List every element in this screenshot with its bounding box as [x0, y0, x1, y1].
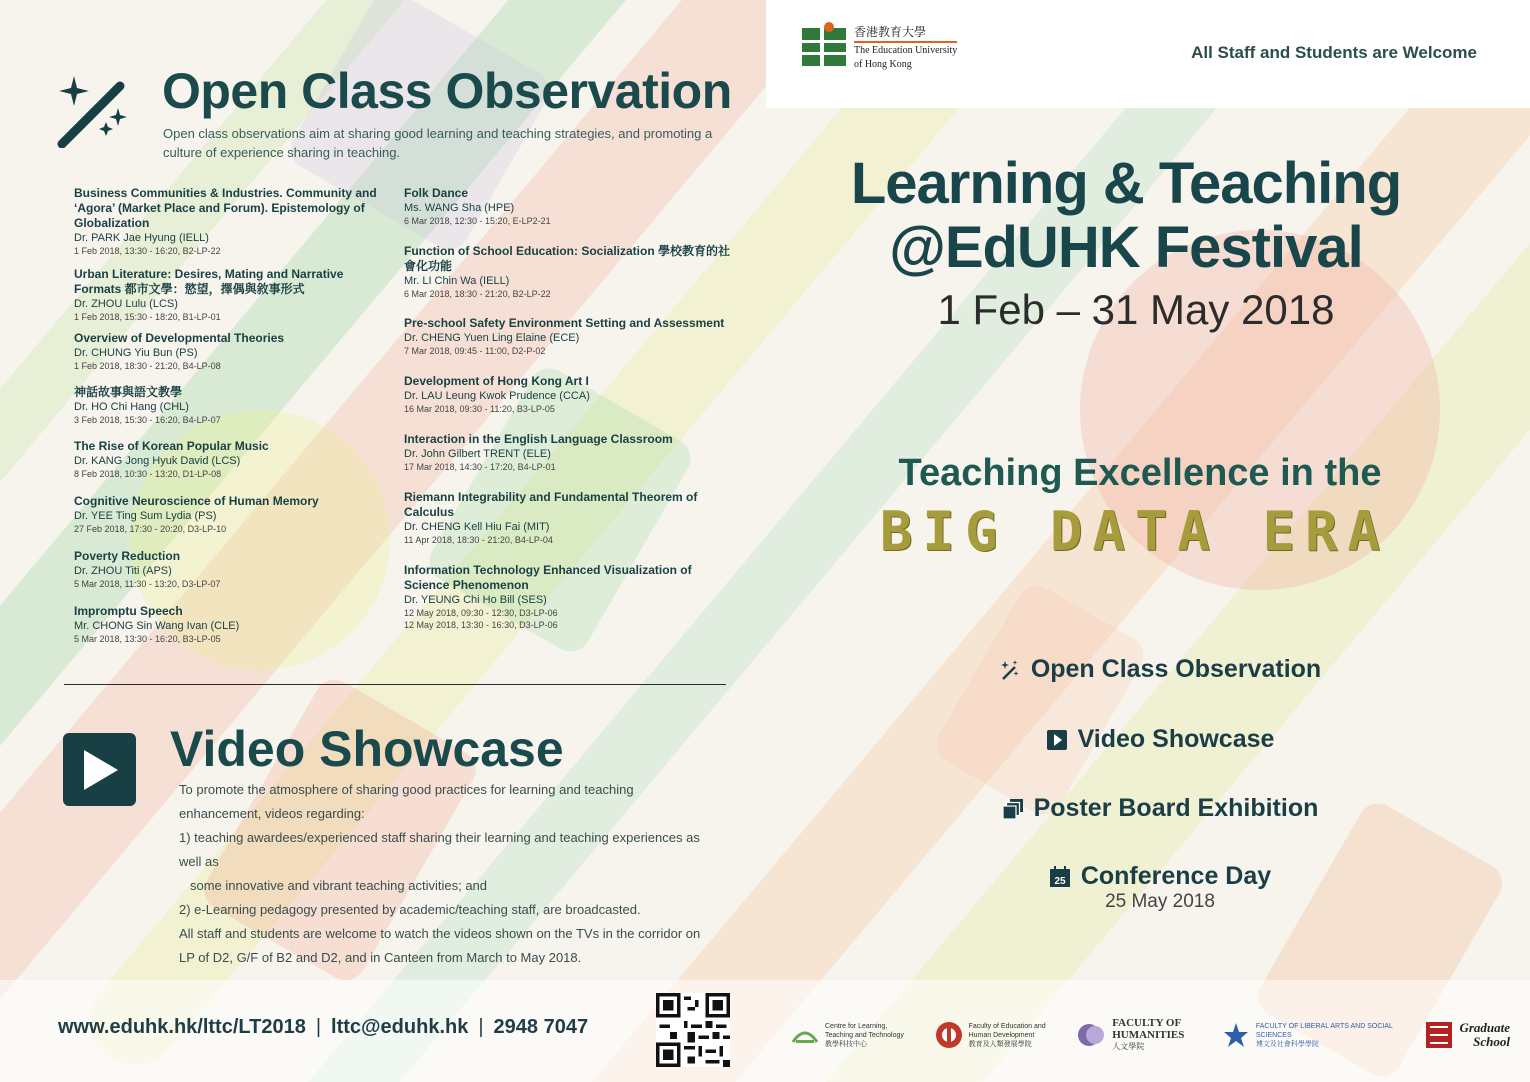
session-time: 27 Feb 2018, 17:30 - 20:20, D3-LP-10: [74, 524, 227, 534]
session-item[interactable]: [404, 374, 734, 415]
video-showcase-title: Video Showcase: [170, 721, 564, 777]
session-title: Interaction in the English Language Classroom: [404, 432, 673, 446]
session-item[interactable]: [74, 267, 394, 323]
session-time: 8 Feb 2018, 10:30 - 13:20, D1-LP-08: [74, 469, 222, 479]
session-person: Dr. YEE Ting Sum Lydia (PS): [74, 510, 217, 522]
session-time: 16 Mar 2018, 09:30 - 11:20, B3-LP-05: [404, 404, 555, 414]
session-title: 神話故事與語文教學: [74, 385, 183, 399]
eduhk-logo-mark: [802, 22, 846, 72]
logo-en-line2: of Hong Kong: [854, 59, 912, 70]
open-class-description: Open class observations aim at sharing good learning and teaching strategies, and promoting a culture of experience sharing in teaching.: [163, 126, 713, 160]
graduate-school-seal-icon: [1424, 1020, 1454, 1050]
session-person: Mr. LI Chin Wa (IELL): [404, 275, 510, 287]
video-desc-line: To promote the atmosphere of sharing good practices for learning and teaching enhancement, videos regarding:: [179, 782, 634, 821]
partner-sub: 人文學院: [1112, 1042, 1145, 1051]
theme-line2: BIG DATA ERA: [879, 500, 1391, 563]
session-item[interactable]: [74, 186, 394, 257]
session-title: Pre-school Safety Environment Setting and Assessment: [404, 316, 725, 330]
session-person: Dr. CHENG Yuen Ling Elaine (ECE): [404, 332, 580, 344]
session-time: 1 Feb 2018, 15:30 - 18:20, B1-LP-01: [74, 312, 221, 322]
open-class-title: Open Class Observation: [162, 63, 732, 119]
session-item[interactable]: [74, 331, 394, 372]
menu-item-poster-board[interactable]: [960, 794, 1360, 825]
session-title: Information Technology Enhanced Visualization of Science Phenomenon: [404, 563, 692, 592]
stacked-pages-icon: [1002, 798, 1024, 820]
theme-line1: Teaching Excellence in the: [898, 452, 1382, 494]
partner-lttc[interactable]: [790, 1020, 905, 1050]
session-list-right: [404, 186, 734, 631]
session-item[interactable]: [74, 549, 394, 590]
session-item[interactable]: [74, 385, 394, 426]
session-title: Folk Dance: [404, 186, 469, 200]
header: [766, 0, 1530, 108]
menu-item-label: Conference Day: [1080, 862, 1272, 890]
partner-name: Centre for Learning, Teaching and Technology: [825, 1022, 904, 1039]
session-list-left: [74, 186, 394, 645]
lttc-logo-icon: [790, 1020, 820, 1050]
video-desc-line: All staff and students are welcome to watch the videos shown on the TVs in the corridor on LP of D2, G/F of B2 and D2, and in Canteen from March to May 2018.: [179, 926, 701, 965]
contact-info: [58, 1016, 588, 1039]
logo-en-line1: The Education University: [854, 45, 958, 56]
menu-item-label: Poster Board Exhibition: [1033, 794, 1319, 822]
session-person: Dr. John Gilbert TRENT (ELE): [404, 448, 551, 460]
session-person: Dr. YEUNG Chi Ho Bill (SES): [404, 594, 547, 606]
session-title: The Rise of Korean Popular Music: [74, 439, 269, 453]
session-title: Overview of Developmental Theories: [74, 331, 285, 345]
partner-fehd[interactable]: [934, 1020, 1049, 1050]
partner-sub: 教學科技中心: [825, 1040, 867, 1048]
session-person: Dr. HO Chi Hang (CHL): [74, 401, 189, 413]
logo-cn: 香港教育大學: [854, 23, 957, 43]
session-item[interactable]: [74, 604, 394, 645]
session-time: 7 Mar 2018, 09:45 - 11:00, D2-P-02: [404, 346, 546, 356]
session-item[interactable]: [404, 490, 734, 546]
menu-item-conference-day[interactable]: [960, 862, 1360, 913]
phone-number: 2948 7047: [493, 1016, 589, 1038]
session-title: Cognitive Neuroscience of Human Memory: [74, 494, 319, 508]
session-title: Riemann Integrability and Fundamental Theorem of Calculus: [404, 490, 698, 519]
partner-name: FACULTY OF LIBERAL ARTS AND SOCIAL SCIENCES: [1255, 1022, 1393, 1039]
session-person: Dr. CHENG Kell Hiu Fai (MIT): [404, 521, 550, 533]
menu-item-label: Video Showcase: [1077, 725, 1275, 753]
session-person: Dr. LAU Leung Kwok Prudence (CCA): [404, 390, 590, 402]
flass-logo-icon: [1221, 1020, 1251, 1050]
session-time: 3 Feb 2018, 15:30 - 16:20, B4-LP-07: [74, 415, 221, 425]
partner-fhm[interactable]: [1077, 1017, 1192, 1053]
menu-item-label: Open Class Observation: [1030, 655, 1322, 683]
session-title: Function of School Education: Socialization 學校教育的社會化功能: [404, 244, 730, 273]
partner-name: Graduate: [1459, 1020, 1510, 1035]
separator: |: [478, 1016, 484, 1038]
festival-title-line2: @EdUHK Festival: [889, 215, 1363, 280]
session-item[interactable]: [74, 439, 394, 480]
fhm-logo-icon: [1077, 1020, 1107, 1050]
session-time: 1 Feb 2018, 13:30 - 16:20, B2-LP-22: [74, 246, 221, 256]
conference-date: 25 May 2018: [1105, 890, 1215, 912]
session-person: Dr. ZHOU Titi (APS): [74, 565, 172, 577]
video-desc-line: some innovative and vibrant teaching activities; and: [190, 878, 488, 893]
partner-name: FACULTY OF HUMANITIES: [1112, 1017, 1185, 1041]
session-item[interactable]: [404, 244, 734, 300]
session-person: Dr. ZHOU Lulu (LCS): [74, 298, 178, 310]
session-person: Mr. CHONG Sin Wang Ivan (CLE): [74, 620, 240, 632]
session-time: 5 Mar 2018, 13:30 - 16:20, B3-LP-05: [74, 634, 221, 644]
session-time: 12 May 2018, 09:30 - 12:30, D3-LP-06: [404, 608, 558, 618]
menu-item-open-class[interactable]: [960, 655, 1360, 686]
website-link[interactable]: www.eduhk.hk/lttc/LT2018: [58, 1016, 306, 1038]
session-title: Development of Hong Kong Art I: [404, 374, 589, 388]
session-title: Urban Literature: Desires, Mating and Narrative Formats 都市文學：慾望，擇偶與敘事形式: [74, 267, 344, 296]
qr-code[interactable]: [656, 993, 730, 1067]
calendar-icon: [1049, 866, 1071, 888]
partner-sub: 博文及社會科學學院: [1255, 1040, 1319, 1048]
session-time: 5 Mar 2018, 11:30 - 13:20, D3-LP-07: [74, 579, 221, 589]
festival-title: [786, 152, 1466, 280]
session-time: 17 Mar 2018, 14:30 - 17:20, B4-LP-01: [404, 462, 556, 472]
video-desc-line: 2) e-Learning pedagogy presented by academic/teaching staff, are broadcasted.: [179, 902, 641, 917]
session-title: Impromptu Speech: [74, 604, 183, 618]
session-item[interactable]: [404, 316, 734, 357]
magic-wand-icon: [54, 74, 134, 148]
partner-name: School: [1473, 1034, 1510, 1049]
session-person: Dr. KANG Jong Hyuk David (LCS): [74, 455, 241, 467]
festival-dates: 1 Feb – 31 May 2018: [937, 286, 1335, 333]
video-desc-line: 1) teaching awardees/experienced staff sharing their learning and teaching experiences as well as: [179, 830, 700, 869]
magic-wand-icon: [999, 659, 1021, 681]
calendar-day-number: 25: [1054, 875, 1066, 887]
partner-graduate-school[interactable]: [1424, 1020, 1510, 1050]
fehd-logo-icon: [934, 1020, 964, 1050]
session-item[interactable]: [74, 494, 394, 535]
session-item[interactable]: [404, 563, 734, 631]
session-time: 11 Apr 2018, 18:30 - 21:20, B4-LP-04: [404, 535, 553, 545]
partner-name: Faculty of Education and Human Development: [968, 1022, 1046, 1039]
section-divider: [64, 684, 726, 685]
play-icon: [1046, 729, 1068, 751]
session-person: Dr. CHUNG Yiu Bun (PS): [74, 347, 198, 359]
video-showcase-description: [179, 778, 709, 970]
festival-title-line1: Learning & Teaching: [850, 151, 1402, 216]
eduhk-logo[interactable]: [802, 22, 957, 72]
menu-item-video-showcase[interactable]: [960, 725, 1360, 756]
session-time: 1 Feb 2018, 18:30 - 21:20, B4-LP-08: [74, 361, 221, 371]
welcome-text: All Staff and Students are Welcome: [1191, 43, 1477, 62]
partner-sub: 教育及人類發展學院: [968, 1040, 1032, 1048]
session-title: Poverty Reduction: [74, 549, 181, 563]
session-time: 6 Mar 2018, 18:30 - 21:20, B2-LP-22: [404, 289, 551, 299]
session-person: Ms. WANG Sha (HPE): [404, 202, 515, 214]
partner-flass[interactable]: [1221, 1020, 1396, 1050]
session-item[interactable]: [404, 186, 734, 227]
email-link[interactable]: lttc@eduhk.hk: [331, 1016, 469, 1038]
session-title: Business Communities & Industries. Community and ‘Agora’ (Market Place and Forum). Epistemology of Globalization: [74, 186, 377, 230]
partner-logos: [790, 1010, 1510, 1060]
play-icon: [63, 733, 136, 806]
session-person: Dr. PARK Jae Hyung (IELL): [74, 232, 209, 244]
separator: |: [315, 1016, 322, 1038]
session-time: 12 May 2018, 13:30 - 16:30, D3-LP-06: [404, 620, 558, 630]
session-item[interactable]: [404, 432, 734, 473]
session-time: 6 Mar 2018, 12:30 - 15:20, E-LP2-21: [404, 216, 551, 226]
